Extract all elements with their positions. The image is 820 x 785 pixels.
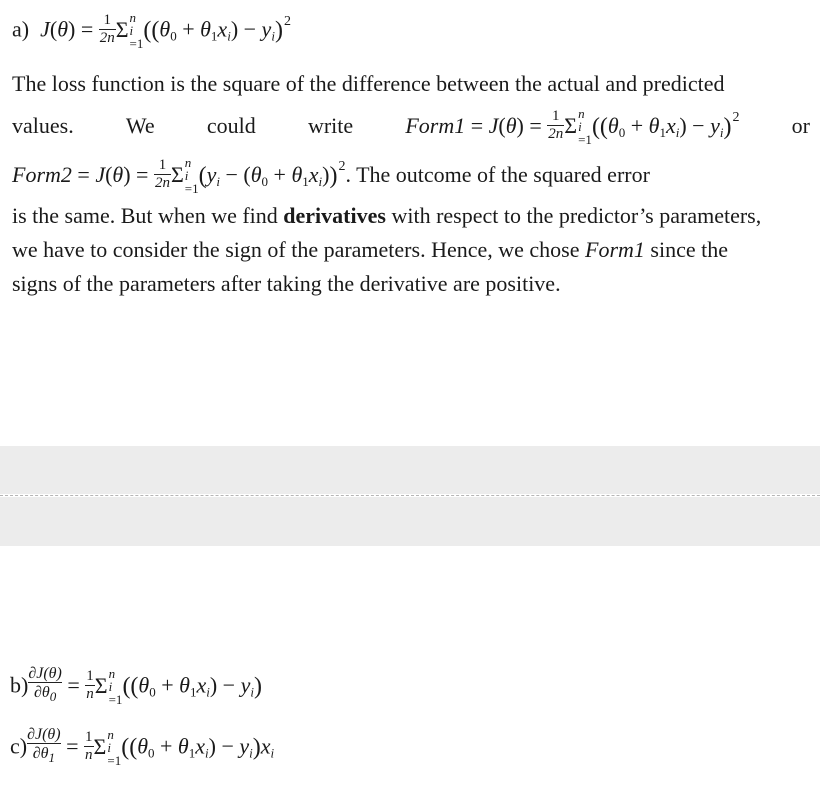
paragraph-line-6: signs of the parameters after taking the derivative are positive. [12, 271, 561, 296]
paragraph-line-3: Form2 = J(θ) = $\frac{1}{2n}$ Σ n i =1 $(y_i - (\theta_0 + \theta_1x_i))^2$. The outcome of the squared error [12, 155, 650, 197]
equation-a: a) J(θ) = $\frac{1}{2n}$ Σ n i =1 $((\theta_0 + \theta_1x_i) - y_i)^2$ [12, 10, 291, 51]
equation-b: b) $\frac{\partial J(\theta)}{\partial\theta_0}$ = $\frac{1}{n}$ Σ n i =1 $((\theta_0 + \theta_1x_i) - y_i)$ [10, 665, 262, 707]
form1-equation: Form1 = J(θ) = $\frac{1}{2n}$ Σ n i =1 $((\theta_0 + \theta_1x_i) - y_i)^2$ [405, 106, 740, 148]
paragraph-line-1: The loss function is the square of the difference between the actual and predicted [12, 71, 725, 96]
fraction: $\frac{1}{2n}$ [99, 12, 115, 46]
dashed-divider [0, 495, 820, 496]
form2-equation: Form2 = J(θ) = $\frac{1}{2n}$ Σ n i =1 $(y_i - (\theta_0 + \theta_1x_i))^2$ [12, 155, 346, 197]
partial-derivative: $\frac{\partial J(\theta)}{\partial\theta_1}$ [27, 726, 61, 765]
part-c-label: c) [10, 733, 28, 759]
part-a-label: a) [12, 16, 30, 42]
equation-c: c) $\frac{\partial J(\theta)}{\partial\theta_1}$ = $\frac{1}{n}$ Σ n i =1 $((\theta_0 + \theta_1x_i) - y_i)x_i$ [10, 726, 275, 768]
paragraph-line-2: values. We could write Form1 = J(θ) = $\frac{1}{2n}$ Σ n i =1 $((\theta_0 + \theta_1x_i) - y_i)^2$ or [12, 101, 810, 150]
bold-derivatives: derivatives [283, 203, 386, 228]
math-token: J [40, 16, 50, 42]
partial-derivative: $\frac{\partial J(\theta)}{\partial\theta_0}$ [28, 665, 62, 704]
paragraph-line-5: we have to consider the sign of the parameters. Hence, we chose Form1 since the [12, 237, 728, 262]
separator-band-bottom [0, 497, 820, 546]
explanation-paragraph [12, 67, 810, 301]
paragraph-line-4: is the same. But when we find derivatives with respect to the predictor’s parameters, [12, 203, 762, 228]
separator-band-top [0, 446, 820, 494]
part-b-label: b) [10, 672, 29, 698]
